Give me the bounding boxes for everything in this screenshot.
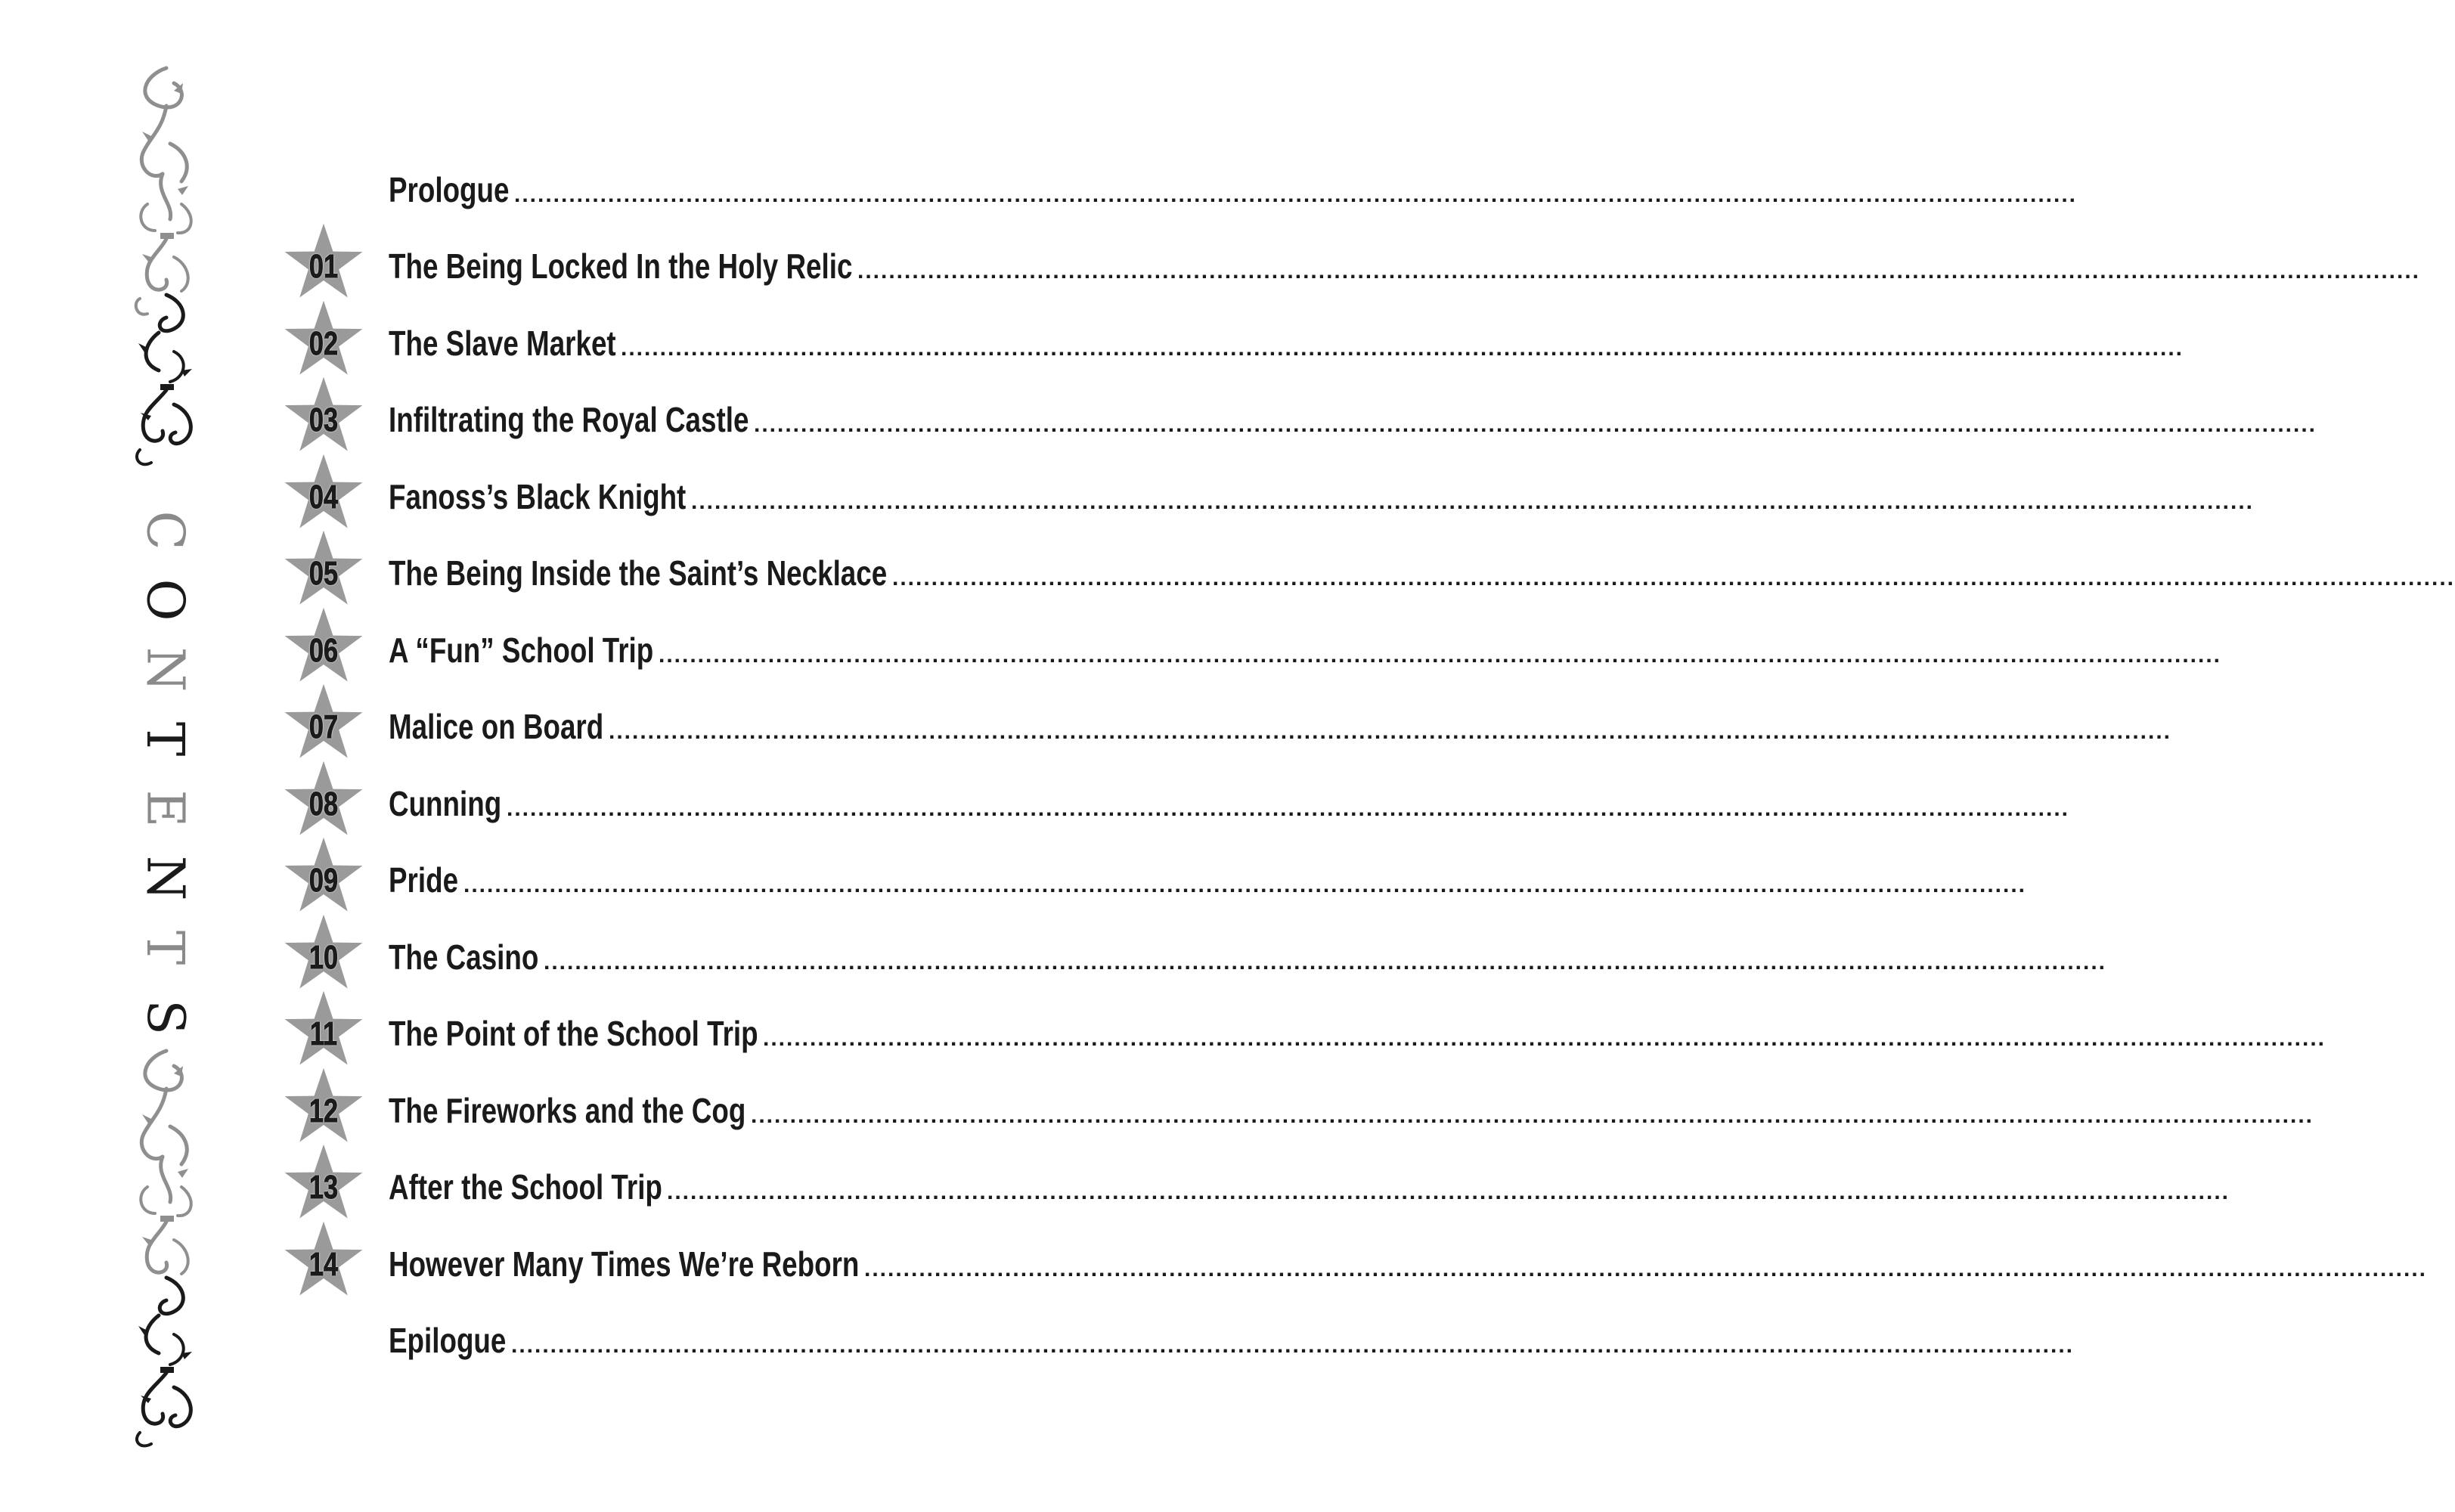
dot-leader: ........................................................................................................................................................................................................: [621, 335, 2184, 361]
contents-heading-letter: [135, 773, 195, 843]
chapter-title: [389, 1167, 662, 1207]
chapter-title-text: The Fireworks and the Cog: [389, 1090, 746, 1130]
toc-chapter-entry: [280, 612, 2221, 689]
vine-ornament-top: [129, 60, 204, 469]
dot-leader: ........................................................................................................................................................................................................: [514, 181, 2077, 207]
chapter-number: 05: [308, 555, 339, 593]
chapter-title-text: The Point of the School Trip: [389, 1014, 758, 1054]
contents-heading-letter: [135, 912, 195, 982]
chapter-star-badge: [280, 990, 367, 1074]
chapter-title: [389, 476, 687, 517]
chapter-number: 04: [308, 478, 339, 516]
contents-heading-letter-text: O: [135, 578, 195, 621]
chapter-title-text: However Many Times We’re Reborn: [389, 1244, 860, 1284]
toc-chapter-entry: [280, 535, 2455, 612]
chapter-star-badge: [280, 300, 367, 383]
dot-leader: ........................................................................................................................................................................................................: [754, 412, 2317, 438]
contents-heading-letter-text: N: [135, 855, 195, 900]
contents-heading-letter-text: E: [135, 789, 195, 827]
toc-entry-line: [389, 399, 2317, 440]
contents-heading-letter: [135, 704, 195, 773]
vine-ornament-bottom-graphic: [129, 1043, 204, 1452]
chapter-title-text: The Being Inside the Saint’s Necklace: [389, 553, 888, 593]
chapter-title: [389, 783, 502, 824]
toc-entry-line: [389, 1244, 2427, 1284]
dot-leader: ........................................................................................................................................................................................................: [857, 259, 2420, 284]
chapter-star-badge: [280, 683, 367, 767]
dot-leader: ........................................................................................................................................................................................................: [691, 488, 2254, 514]
chapter-title: [389, 399, 749, 440]
vine-ornament-bottom: [129, 1043, 204, 1452]
chapter-number: 11: [309, 1015, 338, 1053]
chapter-title-text: Malice on Board: [389, 707, 604, 747]
chapter-title: [389, 860, 459, 900]
chapter-number: 13: [308, 1169, 339, 1207]
chapter-number: 10: [308, 938, 339, 976]
chapter-title-text: The Casino: [389, 937, 539, 977]
vine-ornament-top-graphic: [129, 60, 204, 469]
contents-heading-letter: [135, 982, 195, 1052]
dot-leader: ........................................................................................................................................................................................................: [609, 719, 2171, 745]
chapter-number: 07: [308, 708, 339, 746]
toc-entry-line: [389, 246, 2420, 287]
chapter-number: 08: [308, 785, 339, 823]
contents-heading-letter: [135, 565, 195, 634]
chapter-title: [389, 937, 539, 978]
contents-heading-letter: [135, 843, 195, 912]
chapter-star-badge: [280, 223, 367, 306]
chapter-title: [389, 246, 853, 287]
side-decoration: [129, 60, 204, 1452]
contents-heading-letter: [135, 495, 195, 565]
chapter-title: [389, 630, 654, 671]
dot-leader: ........................................................................................................................................................................................................: [507, 795, 2069, 821]
chapter-number: 01: [308, 248, 339, 286]
dot-leader: ........................................................................................................................................................................................................: [544, 949, 2106, 974]
chapter-title: [389, 323, 616, 364]
chapter-title: [389, 1090, 746, 1131]
chapter-number: 12: [308, 1092, 339, 1129]
chapter-title-text: The Being Locked In the Holy Relic: [389, 246, 853, 287]
toc-entry-line: [389, 630, 2221, 671]
chapter-title-text: The Slave Market: [389, 323, 616, 363]
chapter-title: [389, 1244, 860, 1284]
chapter-star-badge: [280, 376, 367, 460]
toc-entry-line: [389, 476, 2254, 517]
chapter-title-text: Epilogue: [389, 1321, 507, 1361]
dot-leader: ........................................................................................................................................................................................................: [659, 642, 2221, 668]
chapter-number: 02: [308, 324, 339, 362]
chapter-star-badge: [280, 530, 367, 613]
chapter-title: [389, 706, 604, 747]
toc-entry-line: [389, 706, 2171, 747]
chapter-title-text: A “Fun” School Trip: [389, 630, 654, 670]
chapter-title-text: Cunning: [389, 783, 502, 823]
toc-entry-line: [389, 937, 2106, 978]
toc-entry-line: [389, 783, 2069, 824]
toc-chapter-entry: [280, 382, 2317, 459]
chapter-star-badge: [280, 1067, 367, 1151]
dot-leader: ........................................................................................................................................................................................................: [511, 1333, 2074, 1359]
toc-chapter-entry: [280, 919, 2106, 996]
contents-heading: [135, 495, 195, 1062]
toc-entry-line: [389, 553, 2455, 593]
toc-chapter-entry: [280, 689, 2171, 766]
chapter-star-badge: [280, 454, 367, 537]
toc-chapter-entry: [280, 842, 2026, 919]
chapter-number: 09: [308, 862, 339, 900]
toc-chapter-entry: [280, 228, 2420, 305]
toc-chapter-entry: [280, 1072, 2314, 1149]
chapter-title-text: After the School Trip: [389, 1167, 662, 1207]
contents-heading-letter-text: S: [135, 999, 195, 1035]
dot-leader: ........................................................................................................................................................................................................: [864, 1256, 2427, 1281]
chapter-star-badge: [280, 914, 367, 997]
dot-leader: ........................................................................................................................................................................................................: [763, 1026, 2326, 1052]
chapter-title-text: Pride: [389, 860, 459, 900]
toc-chapter-entry: [280, 458, 2254, 535]
dot-leader: ........................................................................................................................................................................................................: [463, 872, 2026, 898]
toc-entry-line: [389, 323, 2184, 364]
chapter-star-badge: [280, 1144, 367, 1227]
chapter-title-text: Fanoss’s Black Knight: [389, 476, 687, 516]
toc-entry-line: [389, 1013, 2326, 1054]
chapter-title: [389, 1013, 758, 1054]
toc-chapter-entry: [280, 1225, 2427, 1303]
chapter-title-text: Prologue: [389, 169, 510, 209]
dot-leader: ........................................................................................................................................................................................................: [667, 1179, 2230, 1205]
toc-chapter-entry: [280, 996, 2326, 1073]
chapter-star-badge: [280, 761, 367, 844]
toc-entry-line: [389, 860, 2026, 900]
toc-section-entry: [280, 151, 2077, 228]
toc-entry-line: [389, 169, 2077, 210]
dot-leader: ........................................................................................................................................................................................................: [892, 565, 2455, 591]
chapter-title-text: Infiltrating the Royal Castle: [389, 400, 749, 440]
toc-entry-line: [389, 1167, 2230, 1207]
contents-heading-letter: [135, 634, 195, 704]
chapter-title: [389, 553, 888, 593]
contents-heading-letter-text: T: [135, 930, 195, 965]
toc-entry-line: [389, 1320, 2074, 1361]
toc-entry-line: [389, 1090, 2314, 1131]
toc-section-entry: [280, 1303, 2074, 1380]
toc-chapter-entry: [280, 305, 2184, 382]
chapter-number: 03: [308, 401, 339, 439]
toc-chapter-entry: [280, 765, 2069, 842]
contents-heading-letter-text: N: [135, 646, 195, 692]
chapter-star-badge: [280, 607, 367, 690]
contents-heading-letter-text: C: [135, 510, 195, 550]
dot-leader: ........................................................................................................................................................................................................: [751, 1102, 2314, 1128]
chapter-title: [389, 169, 510, 210]
table-of-contents: [280, 151, 2455, 1379]
chapter-star-badge: [280, 837, 367, 920]
chapter-star-badge: [280, 1221, 367, 1304]
chapter-title: [389, 1320, 507, 1361]
contents-heading-letter-text: T: [135, 721, 195, 756]
chapter-number: 06: [308, 631, 339, 669]
chapter-number: 14: [308, 1245, 339, 1283]
toc-chapter-entry: [280, 1149, 2230, 1226]
